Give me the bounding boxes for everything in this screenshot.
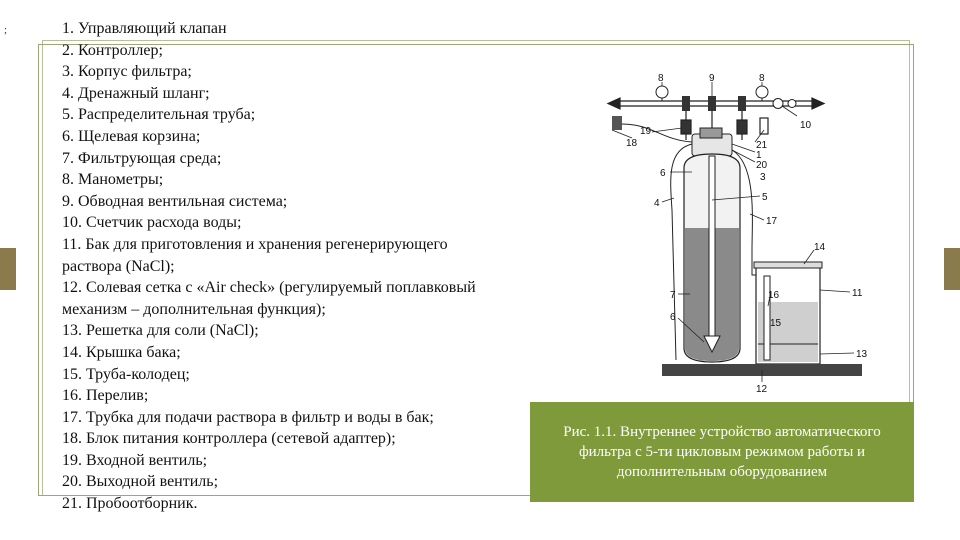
label-21: 21 — [756, 140, 768, 151]
list-item: 5. Распределительная труба; — [62, 106, 256, 124]
list-item: 3. Корпус фильтра; — [62, 63, 192, 81]
bypass-valves — [682, 96, 796, 111]
brine-tank — [754, 262, 822, 364]
label-6: 6 — [660, 168, 666, 179]
list-item: 12. Солевая сетка с «Air check» (регулируемый поплавковый механизм – дополнительная функция); — [62, 279, 476, 318]
label-7: 7 — [670, 290, 676, 301]
label-15: 15 — [770, 318, 782, 329]
control-valve — [692, 128, 732, 156]
list-item: 19. Входной вентиль; — [62, 451, 208, 469]
list-item: 20. Выходной вентиль; — [62, 473, 219, 491]
figure-caption — [530, 402, 914, 502]
right-accent-bar — [944, 248, 960, 290]
label-5: 5 — [762, 192, 768, 203]
component-list — [62, 18, 502, 515]
label-18: 18 — [626, 138, 638, 149]
list-item: 2. Контроллер; — [62, 41, 163, 59]
label-13: 13 — [856, 349, 868, 360]
label-10: 10 — [800, 120, 812, 131]
filter-diagram — [592, 70, 875, 398]
label-6: 6 — [670, 312, 676, 323]
label-12: 12 — [756, 384, 768, 395]
label-9: 9 — [709, 73, 715, 84]
label-8: 8 — [658, 73, 664, 84]
label-17: 17 — [766, 216, 778, 227]
label-8: 8 — [759, 73, 765, 84]
list-item: 7. Фильтрующая среда; — [62, 149, 222, 167]
list-item: 4. Дренажный шланг; — [62, 84, 210, 102]
caption-text: Рис. 1.1. Внутреннее устройство автоматического фильтра с 5-ти цикловым режимом работы и дополнительным оборудованием — [563, 424, 881, 480]
list-item: 18. Блок питания контроллера (сетевой адаптер); — [62, 430, 396, 448]
list-item: 17. Трубка для подачи раствора в фильтр и воды в бак; — [62, 408, 434, 426]
left-accent-bar — [0, 248, 16, 290]
list-item: 13. Решетка для соли (NaCl); — [62, 322, 259, 340]
label-16: 16 — [768, 290, 780, 301]
corner-mark: ; — [4, 24, 8, 36]
list-item: 9. Обводная вентильная система; — [62, 192, 288, 210]
list-item: 1. Управляющий клапан — [62, 20, 227, 37]
label-19: 19 — [640, 126, 652, 137]
label-11: 11 — [852, 288, 863, 299]
label-3: 3 — [760, 172, 766, 183]
list-item: 21. Пробоотборник. — [62, 495, 198, 513]
list-item: 10. Счетчик расхода воды; — [62, 214, 242, 232]
label-14: 14 — [814, 242, 826, 253]
list-item: 11. Бак для приготовления и хранения регенерирующего раствора (NaCl); — [62, 235, 448, 275]
label-4: 4 — [654, 198, 660, 209]
list-item: 15. Труба-колодец; — [62, 365, 190, 383]
list-item: 8. Манометры; — [62, 171, 164, 189]
list-item: 6. Щелевая корзина; — [62, 127, 201, 145]
power-adapter — [612, 116, 692, 142]
list-item: 14. Крышка бака; — [62, 343, 181, 361]
label-1: 1 — [756, 150, 762, 161]
label-20: 20 — [756, 160, 768, 171]
list-item: 16. Перелив; — [62, 387, 149, 405]
